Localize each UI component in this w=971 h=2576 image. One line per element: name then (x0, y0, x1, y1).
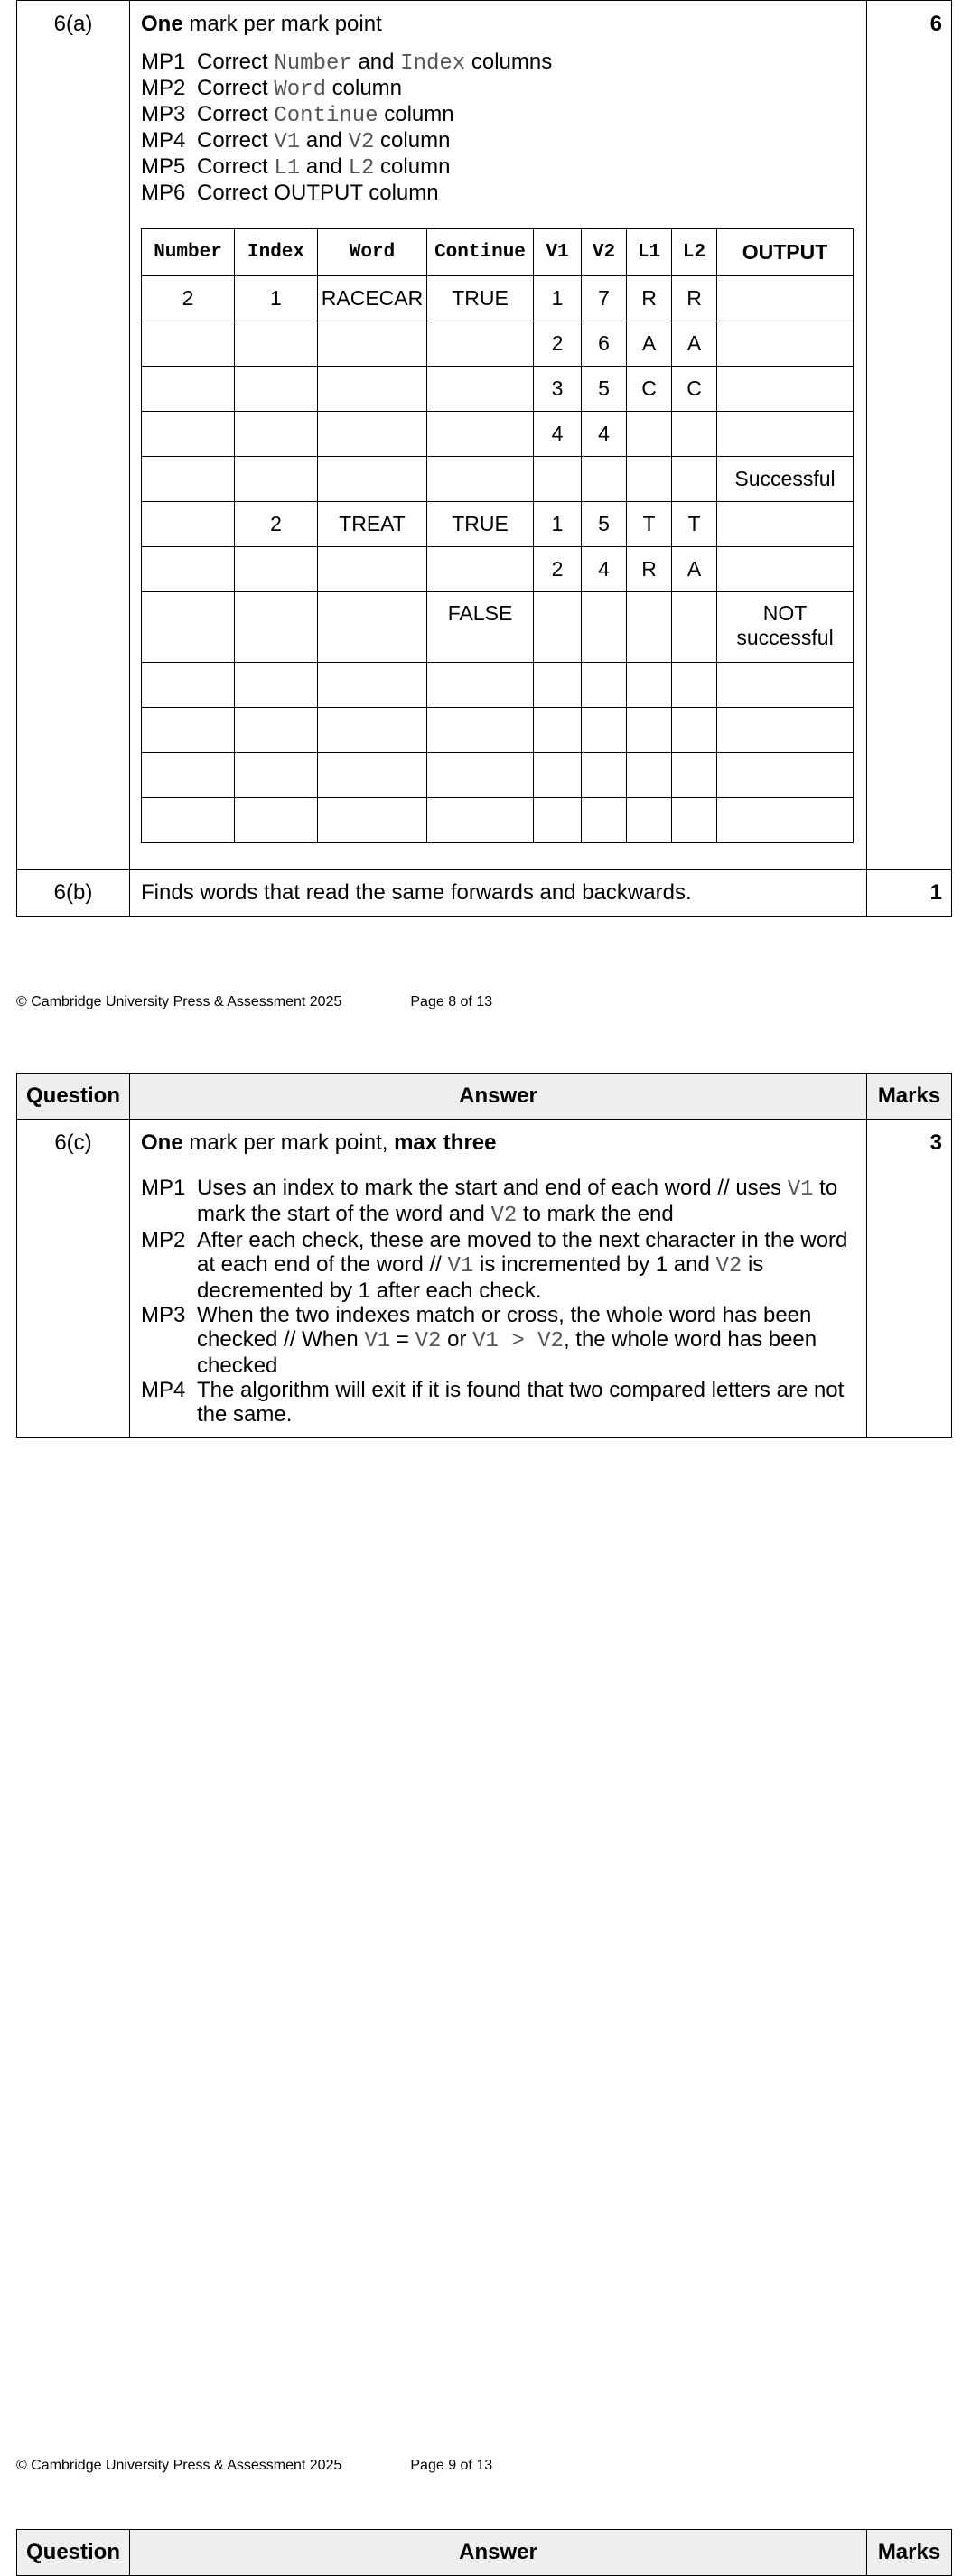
trace-cell: R (627, 547, 672, 592)
trace-cell: 6 (582, 321, 627, 367)
trace-cell (142, 367, 235, 412)
trace-cell (318, 321, 427, 367)
trace-cell (672, 663, 717, 708)
trace-cell (318, 798, 427, 843)
trace-cell: A (672, 321, 717, 367)
instruction-text: mark per mark point (182, 12, 382, 36)
trace-cell (142, 592, 235, 663)
mark-point-label: MP3 (141, 102, 186, 126)
trace-cell (427, 753, 534, 798)
trace-cell: 2 (534, 321, 582, 367)
trace-cell (318, 663, 427, 708)
trace-row (142, 798, 854, 843)
mark-point (141, 1378, 855, 1427)
trace-cell (235, 367, 318, 412)
trace-cell: 5 (582, 367, 627, 412)
trace-header-word: Word (318, 229, 427, 276)
trace-cell: R (627, 276, 672, 321)
trace-header-continue: Continue (427, 229, 534, 276)
trace-row (142, 276, 854, 321)
page-number: Page 9 of 13 (410, 2458, 493, 2473)
mark-point-list (141, 50, 855, 205)
mark-point (141, 1228, 855, 1303)
trace-cell (318, 753, 427, 798)
instruction-text: mark per mark point, (182, 1130, 395, 1155)
trace-cell (672, 708, 717, 753)
trace-cell (717, 663, 854, 708)
trace-cell (627, 663, 672, 708)
trace-cell (534, 592, 582, 663)
mark-point-text: After each check, these are moved to the next character in the word at each end of the word // V1 is incremented by 1 and V2 is decremented by 1 after each check. (197, 1228, 848, 1303)
mark-point (141, 1176, 855, 1228)
mark-point-label: MP4 (141, 128, 186, 153)
mark-instruction (141, 12, 855, 37)
trace-cell: Successful (717, 457, 854, 502)
trace-body (142, 276, 854, 843)
trace-cell (627, 753, 672, 798)
marks-value: 3 (867, 1120, 952, 1438)
header-question: Question (17, 1074, 130, 1120)
mark-point-text: Correct L1 and L2 column (197, 154, 451, 181)
trace-cell (717, 276, 854, 321)
page-number: Page 8 of 13 (410, 994, 493, 1009)
trace-cell (717, 502, 854, 547)
answer-text: Finds words that read the same forwards and backwards. (130, 870, 867, 917)
trace-cell: NOT successful (717, 592, 854, 663)
trace-cell (142, 321, 235, 367)
trace-cell (717, 321, 854, 367)
trace-cell: 4 (534, 412, 582, 457)
trace-row (142, 708, 854, 753)
row-q6c (17, 1120, 952, 1438)
trace-cell (534, 457, 582, 502)
trace-cell (142, 457, 235, 502)
trace-cell (717, 753, 854, 798)
trace-cell (672, 753, 717, 798)
markscheme-table-next (16, 2529, 952, 2576)
trace-cell: A (672, 547, 717, 592)
trace-cell (582, 592, 627, 663)
page-footer (16, 994, 492, 1010)
trace-cell: T (672, 502, 717, 547)
trace-cell (318, 592, 427, 663)
mark-point-label: MP2 (141, 76, 186, 100)
instruction-bold: One (141, 12, 183, 36)
trace-cell (318, 412, 427, 457)
trace-cell (582, 798, 627, 843)
header-question: Question (17, 2530, 130, 2576)
trace-cell: FALSE (427, 592, 534, 663)
trace-row (142, 592, 854, 663)
trace-cell (627, 412, 672, 457)
instruction-bold: One (141, 1130, 183, 1155)
trace-cell (318, 367, 427, 412)
trace-cell (582, 663, 627, 708)
mark-point (141, 181, 855, 205)
trace-header-l1: L1 (627, 229, 672, 276)
trace-cell (427, 367, 534, 412)
mark-point-text: The algorithm will exit if it is found that two compared letters are not the same. (197, 1378, 845, 1427)
trace-cell: 4 (582, 547, 627, 592)
mark-point-label: MP6 (141, 181, 186, 205)
trace-cell (318, 708, 427, 753)
trace-cell: RACECAR (318, 276, 427, 321)
trace-cell (427, 547, 534, 592)
mark-point-text: Uses an index to mark the start and end of each word // uses V1 to mark the start of the word and V2 to mark the end (197, 1176, 838, 1228)
trace-cell: TRUE (427, 276, 534, 321)
trace-cell (427, 663, 534, 708)
trace-cell (235, 663, 318, 708)
mark-point (141, 50, 855, 76)
trace-header-v1: V1 (534, 229, 582, 276)
trace-header-number: Number (142, 229, 235, 276)
mark-point-label: MP2 (141, 1228, 186, 1252)
trace-cell: TREAT (318, 502, 427, 547)
trace-cell: 5 (582, 502, 627, 547)
trace-cell (427, 321, 534, 367)
trace-cell (627, 592, 672, 663)
trace-cell (235, 592, 318, 663)
answer-cell (130, 1120, 867, 1438)
trace-cell: TRUE (427, 502, 534, 547)
trace-cell (235, 321, 318, 367)
trace-cell (318, 547, 427, 592)
trace-row (142, 321, 854, 367)
question-number: 6(c) (17, 1120, 130, 1438)
row-q6a (17, 1, 952, 870)
mark-point-text: Correct Word column (197, 76, 403, 102)
trace-cell: 1 (534, 502, 582, 547)
trace-cell (717, 547, 854, 592)
trace-cell (534, 798, 582, 843)
trace-cell (235, 412, 318, 457)
trace-cell (235, 798, 318, 843)
trace-header-index: Index (235, 229, 318, 276)
trace-cell (427, 412, 534, 457)
mark-point (141, 154, 855, 181)
trace-cell (717, 412, 854, 457)
mark-instruction (141, 1130, 855, 1156)
trace-cell (582, 457, 627, 502)
trace-cell (672, 798, 717, 843)
trace-cell (142, 547, 235, 592)
trace-cell (235, 547, 318, 592)
trace-cell (534, 753, 582, 798)
trace-cell: C (672, 367, 717, 412)
header-answer: Answer (130, 2530, 867, 2576)
answer-cell (130, 1, 867, 870)
trace-cell (717, 367, 854, 412)
page-footer (16, 2458, 492, 2474)
mark-point-label: MP4 (141, 1378, 186, 1402)
trace-row (142, 412, 854, 457)
trace-cell: 2 (142, 276, 235, 321)
trace-cell: T (627, 502, 672, 547)
trace-cell: 1 (235, 276, 318, 321)
header-marks: Marks (867, 1074, 952, 1120)
trace-cell (582, 753, 627, 798)
header-row (17, 1074, 952, 1120)
trace-cell (717, 798, 854, 843)
markscheme-table-q6ab (16, 0, 952, 917)
mark-point (141, 128, 855, 154)
mark-point (141, 76, 855, 102)
trace-cell: 2 (534, 547, 582, 592)
trace-cell (142, 798, 235, 843)
mark-point-label: MP1 (141, 50, 186, 74)
trace-cell (235, 753, 318, 798)
trace-cell (627, 708, 672, 753)
trace-cell (235, 457, 318, 502)
trace-cell: A (627, 321, 672, 367)
trace-cell (142, 502, 235, 547)
mark-point-text: Correct OUTPUT column (197, 181, 439, 205)
mark-point-label: MP1 (141, 1176, 186, 1200)
trace-cell (582, 708, 627, 753)
question-number: 6(b) (17, 870, 130, 917)
trace-header-row (142, 229, 854, 276)
trace-header-l2: L2 (672, 229, 717, 276)
copyright-text: © Cambridge University Press & Assessment 2025 (16, 994, 342, 1009)
row-q6b (17, 870, 952, 917)
header-row (17, 2530, 952, 2576)
trace-cell (672, 592, 717, 663)
trace-row (142, 502, 854, 547)
header-answer: Answer (130, 1074, 867, 1120)
mark-point-label: MP5 (141, 154, 186, 179)
marks-value: 1 (867, 870, 952, 917)
trace-row (142, 457, 854, 502)
trace-cell: C (627, 367, 672, 412)
trace-cell (427, 708, 534, 753)
mark-point-text: Correct V1 and V2 column (197, 128, 451, 154)
marks-value: 6 (867, 1, 952, 870)
trace-cell: 4 (582, 412, 627, 457)
trace-cell (142, 412, 235, 457)
trace-cell (427, 798, 534, 843)
trace-cell: 1 (534, 276, 582, 321)
trace-cell: 2 (235, 502, 318, 547)
trace-cell (142, 708, 235, 753)
trace-cell (672, 457, 717, 502)
trace-row (142, 663, 854, 708)
trace-cell (534, 663, 582, 708)
copyright-text: © Cambridge University Press & Assessment 2025 (16, 2458, 342, 2473)
question-number: 6(a) (17, 1, 130, 870)
trace-cell (534, 708, 582, 753)
trace-header-v2: V2 (582, 229, 627, 276)
trace-header-output: OUTPUT (717, 229, 854, 276)
instruction-bold-max: max three (394, 1130, 497, 1155)
trace-cell (318, 457, 427, 502)
trace-row (142, 367, 854, 412)
trace-cell (717, 708, 854, 753)
trace-table (141, 228, 854, 843)
trace-cell (427, 457, 534, 502)
header-marks: Marks (867, 2530, 952, 2576)
trace-cell (627, 457, 672, 502)
trace-row (142, 547, 854, 592)
trace-cell (627, 798, 672, 843)
trace-cell (672, 412, 717, 457)
mark-point-text: Correct Continue column (197, 102, 454, 128)
mark-point-text: When the two indexes match or cross, the whole word has been checked // When V1 = V2 or V1 > V2, the whole word has been checked (197, 1303, 817, 1378)
trace-cell (142, 753, 235, 798)
mark-point-text: Correct Number and Index columns (197, 50, 553, 76)
markscheme-table-q6c (16, 1073, 952, 1438)
trace-cell: R (672, 276, 717, 321)
trace-cell: 3 (534, 367, 582, 412)
mark-point (141, 102, 855, 128)
trace-cell: 7 (582, 276, 627, 321)
trace-cell (235, 708, 318, 753)
trace-row (142, 753, 854, 798)
mark-point (141, 1303, 855, 1378)
mark-point-label: MP3 (141, 1303, 186, 1327)
trace-cell (142, 663, 235, 708)
